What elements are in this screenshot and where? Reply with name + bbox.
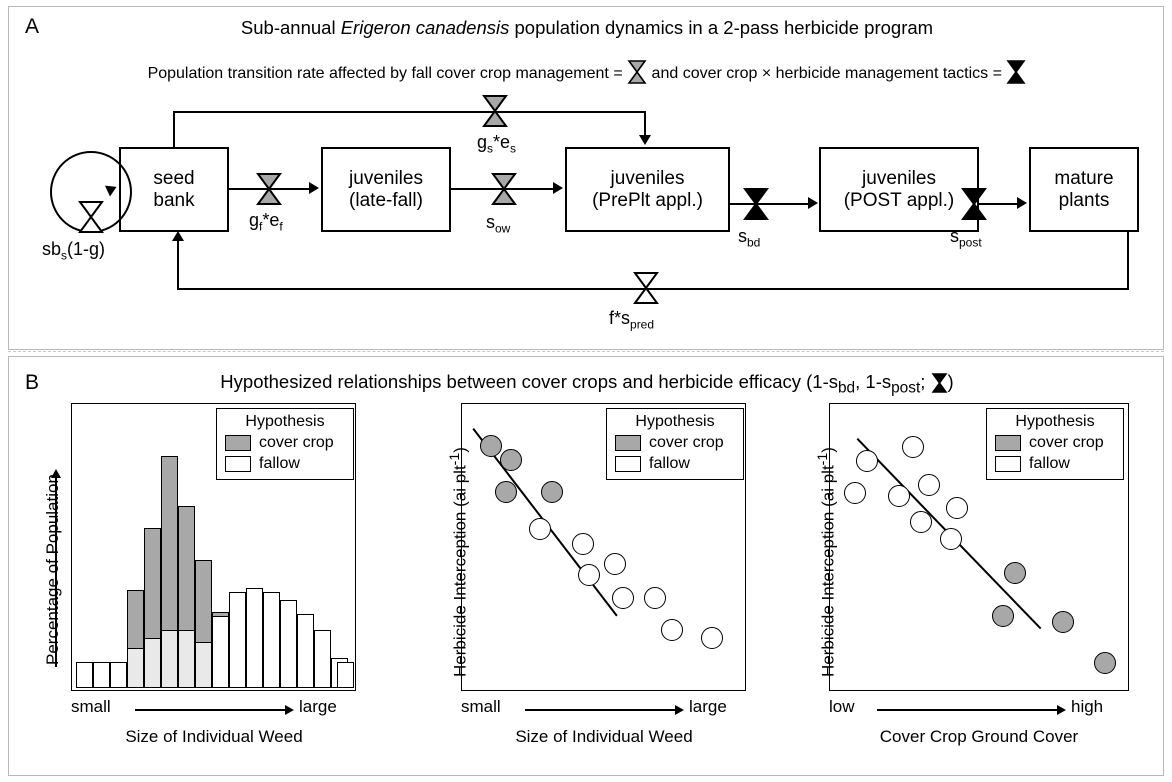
point-cover-2 [500,449,522,471]
valve-s-ow[interactable] [490,171,518,207]
feedback-bottom-vertical-right [1127,232,1129,290]
panel-b-title-mid: , 1-s [855,371,892,392]
bar-fallow-3 [110,662,127,688]
bar-fallow-5 [144,638,161,688]
x-axis-line-3 [877,709,1059,711]
legend-label-fallow-3: fallow [1029,455,1070,472]
box-juveniles-preplt[interactable] [565,147,730,232]
bar-fallow-10 [229,592,246,688]
arrow-preplt-in [553,182,563,194]
legend-item-cover-crop-2 [615,434,735,452]
bar-fallow-13 [280,600,297,688]
x-axis-arrow-1 [285,705,294,715]
point-cover-1 [480,435,502,457]
legend-scatter-ground-cover [986,408,1124,480]
point3-fallow-3 [844,482,866,504]
ylabel-scatter-weed-size [447,447,471,677]
valve-label-sb-s: $sb_s(1-g)$ [42,239,106,263]
arrow-post-in [808,197,818,209]
point-fallow-2 [572,533,594,555]
valve-label-s-ow: $s_{ow}$ [486,212,511,236]
panel-b-title-sub2: post [891,379,921,397]
point-fallow-3 [578,564,600,586]
valve-label-s-post: $s_{post}$ [950,226,982,250]
box-juveniles-post-label: juveniles (POST appl.) [843,167,955,211]
point-fallow-6 [644,587,666,609]
xrange-low-1: small [71,697,111,716]
legend-item-cover-crop-3 [995,434,1115,452]
subtitle-text-mid: and cover crop × herbicide management tactics = [647,65,1007,82]
legend-item-cover-crop [225,434,345,452]
arrow-latefall-in [309,182,319,194]
legend-label-cover-crop: cover crop [259,434,334,451]
title-species: Erigeron canadensis [340,17,510,38]
panel-divider [8,351,1164,352]
valve-label-gs-es: $g_s*e_s$ [477,132,517,156]
panel-a-letter: A [25,15,40,38]
xrange-high-2: large [689,697,727,716]
legend-label-fallow-2: fallow [649,455,690,472]
bar-fallow-12 [263,592,280,688]
point-fallow-7 [661,619,683,641]
legend-scatter-weed-size [606,408,744,480]
bar-fallow-2 [93,662,110,688]
bar-fallow-4 [127,648,144,688]
box-juveniles-late-fall-label: juveniles (late-fall) [349,167,423,211]
x-axis-line-2 [525,709,677,711]
legend-label-cover-crop-3: cover crop [1029,434,1104,451]
chart-scatter-weed-size[interactable] [461,403,746,691]
point-fallow-5 [612,587,634,609]
bar-fallow-6 [161,630,178,688]
panel-b-title-sub1: bd [837,379,856,397]
panel-a-subtitle [9,59,1165,90]
box-juveniles-preplt-label: juveniles (PrePlt appl.) [592,167,703,211]
xrange-high-3: high [1071,697,1104,716]
bar-fallow-1 [76,662,93,688]
bar-fallow-17 [337,662,354,688]
xrange-low-3: low [829,697,855,716]
bar-fallow-14 [297,614,314,688]
point-fallow-8 [701,627,723,649]
legend-title-3: Hypothesis [1015,413,1095,430]
title-text-post: population dynamics in a 2-pass herbicide program [509,17,934,38]
panel-b-letter: B [25,371,40,394]
box-mature-plants-label: mature plants [1054,167,1114,211]
point3-fallow-8 [940,528,962,550]
bar-fallow-15 [314,630,331,688]
ylabel-histogram: Percentage of Population [43,474,62,665]
point3-cover-3 [1052,611,1074,633]
feedback-top-vertical-right [644,111,646,137]
legend-label-fallow: fallow [259,455,300,472]
valve-label-gf-ef: $g_f*e_f$ [249,210,283,234]
black-valve-icon-title [931,372,948,399]
legend-swatch-fallow-3 [995,456,1021,472]
ylabel-2-post: ) [450,447,470,453]
point-cover-4 [541,481,563,503]
valve-gf-ef[interactable] [255,171,283,207]
point3-fallow-1 [856,450,878,472]
legend-title: Hypothesis [245,413,325,430]
valve-f-spred[interactable] [632,270,660,306]
point-cover-3 [495,481,517,503]
xlabel-scatter-ground-cover: Cover Crop Ground Cover [879,727,1079,746]
ylabel-2-sup: -1 [447,452,463,466]
valve-s-bd[interactable] [742,186,770,222]
x-axis-arrow-2 [675,705,684,715]
xrange-low-2: small [461,697,501,716]
feedback-top-vertical-left [173,111,175,149]
bar-fallow-8 [195,642,212,688]
ylabel-scatter-ground-cover [815,447,839,677]
x-axis-line-1 [135,709,287,711]
point-fallow-4 [604,553,626,575]
ylabel-2-pre: Herbicide Interception (ai plt [450,465,470,677]
xlabel-scatter-weed-size: Size of Individual Weed [515,727,693,746]
box-juveniles-late-fall[interactable] [321,147,451,232]
panel-b-title-post: ; [920,371,931,392]
feedback-bottom-vertical-left [177,233,179,289]
xrange-high-1: large [299,697,337,716]
arrow-seedbank-bottom-in [172,231,184,241]
arrow-preplt-top-in [639,135,651,145]
subtitle-text-pre: Population transition rate affected by fall cover crop management = [147,65,628,82]
panel-a [8,6,1164,350]
point3-fallow-4 [888,485,910,507]
legend-swatch-cover-crop-3 [995,435,1021,451]
gray-valve-icon [627,59,647,90]
point3-fallow-7 [946,497,968,519]
ylabel-3-pre: Herbicide Interception (ai plt [818,465,838,677]
panel-b-title-end: ) [947,371,954,392]
valve-label-s-bd: $s_{bd}$ [738,226,761,250]
x-axis-arrow-3 [1057,705,1066,715]
legend-title-2: Hypothesis [635,413,715,430]
box-juveniles-post[interactable] [819,147,979,232]
arrow-mature-in [1017,197,1027,209]
box-seed-bank-label: seed bank [153,167,195,211]
bar-fallow-7 [178,630,195,688]
valve-sb-s[interactable] [77,199,105,235]
bar-fallow-11 [246,588,263,688]
legend-swatch-fallow-2 [615,456,641,472]
legend-label-cover-crop-2: cover crop [649,434,724,451]
black-valve-icon [1006,59,1026,90]
bar-fallow-9 [212,616,229,688]
chart-scatter-ground-cover[interactable] [829,403,1129,691]
legend-item-fallow-2 [615,455,735,473]
point3-fallow-2 [902,436,924,458]
legend-item-fallow [225,455,345,473]
chart-histogram[interactable] [71,403,356,691]
point3-cover-4 [1094,652,1116,674]
point3-fallow-6 [910,511,932,533]
legend-swatch-cover-crop-2 [615,435,641,451]
title-text-pre: Sub-annual [240,17,341,38]
legend-swatch-cover-crop [225,435,251,451]
valve-gs-es[interactable] [481,93,509,129]
panel-b-title [9,371,1165,399]
xlabel-histogram: Size of Individual Weed [125,727,303,746]
point3-cover-1 [1004,562,1026,584]
ylabel-3-post: ) [818,447,838,453]
legend-item-fallow-3 [995,455,1115,473]
panel-b-title-pre: Hypothesized relationships between cover crops and herbicide efficacy (1-s [220,371,838,392]
valve-label-f-spred: $f*s_{pred}$ [609,308,655,332]
valve-s-post[interactable] [960,186,988,222]
feedback-top-horizontal [173,111,646,113]
legend-swatch-fallow [225,456,251,472]
box-mature-plants[interactable] [1029,147,1139,232]
ylabel-3-sup: -1 [815,452,831,466]
point3-cover-2 [992,605,1014,627]
point3-fallow-5 [918,474,940,496]
legend-histogram [216,408,354,480]
point-fallow-1 [529,518,551,540]
panel-b [8,356,1164,776]
panel-a-title [9,17,1165,39]
